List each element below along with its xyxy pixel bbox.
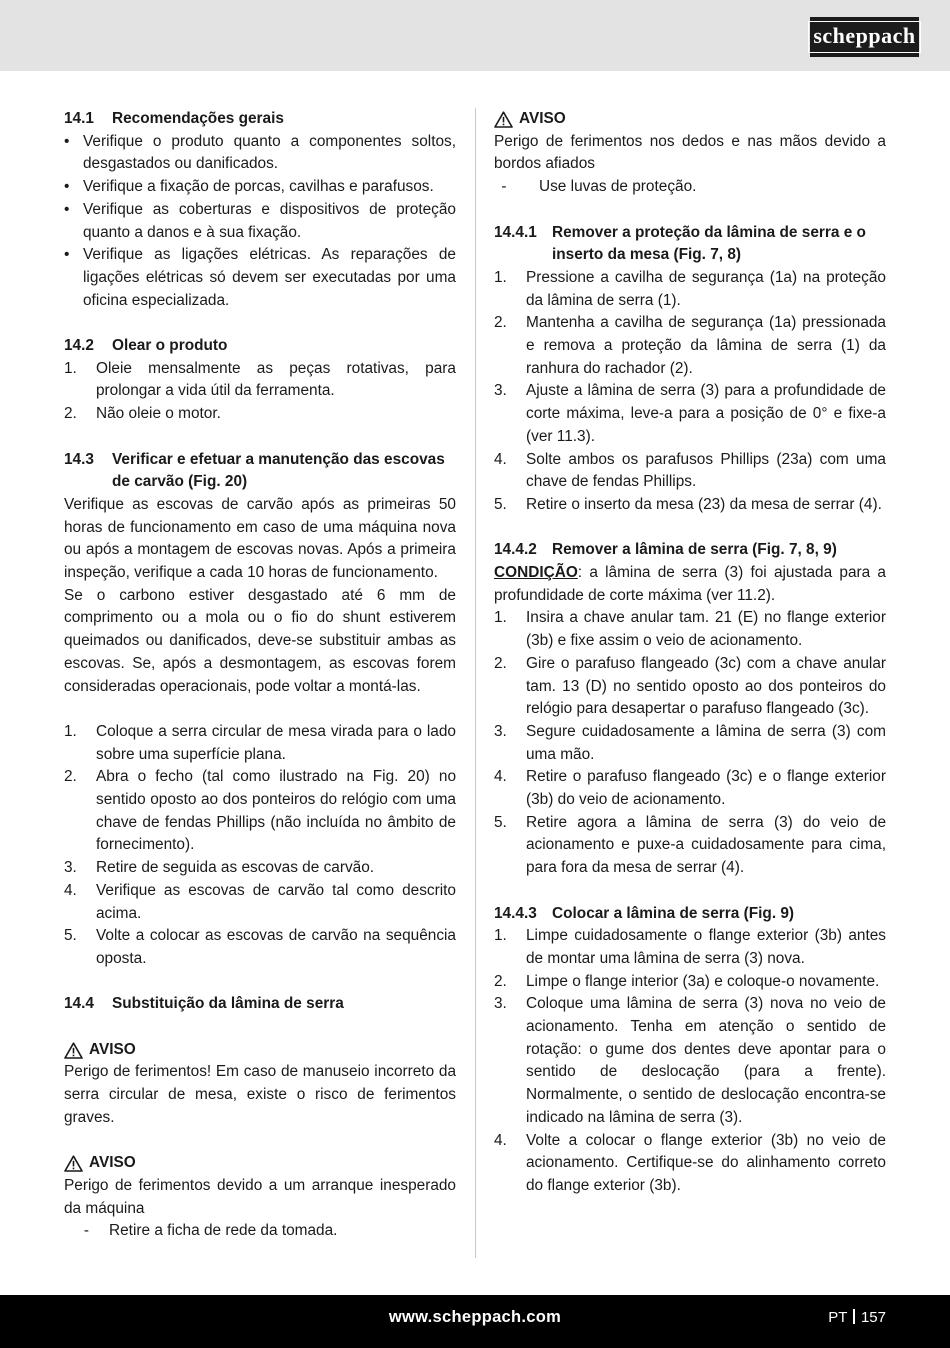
list-item: • Verifique a fixação de porcas, cavilhas e parafusos. bbox=[64, 178, 434, 196]
list-item: 4. Volte a colocar o flange exterior (3b) no veio de acionamento. Certifique-se do alinhamento correto do flange exterior (3b). bbox=[494, 1131, 886, 1194]
list-item: 5. Retire o inserto da mesa (23) da mesa de serrar (4). bbox=[494, 495, 882, 513]
column-divider bbox=[475, 108, 476, 1258]
list-item: 1. Coloque a serra circular de mesa virada para o lado sobre uma superfície plana. bbox=[64, 722, 456, 763]
list-item: 4. Retire o parafuso flangeado (3c) e o flange exterior (3b) do veio de acionamento. bbox=[494, 768, 886, 809]
warning-heading: AVISO bbox=[64, 1039, 456, 1062]
section-heading-14-2: 14.2 Olear o produto bbox=[64, 337, 228, 355]
list-item: 1. Oleie mensalmente as peças rotativas, para prolongar a vida útil da ferramenta. bbox=[64, 359, 456, 400]
list-item: 3. Segure cuidadosamente a lâmina de serra (3) com uma mão. bbox=[494, 722, 886, 763]
list-item: 2. Limpe o flange interior (3a) e coloque-o novamente. bbox=[494, 972, 880, 990]
list-item: 2. Não oleie o motor. bbox=[64, 405, 221, 423]
warning-triangle-icon bbox=[494, 111, 513, 128]
list-item: • Verifique as ligações elétricas. As reparações de ligações elétricas só devem ser executadas por uma oficina especializada. bbox=[64, 246, 456, 309]
warning-triangle-icon bbox=[64, 1042, 83, 1059]
section-heading-14-3: 14.3 Verificar e efetuar a manutenção das escovas de carvão (Fig. 20) bbox=[64, 450, 445, 491]
list-item: 2. Abra o fecho (tal como ilustrado na Fig. 20) no sentido oposto ao dos ponteiros do relógio com uma chave de fendas Phillips (não incluída no âmbito de fornecimento). bbox=[64, 768, 456, 854]
list-item: 1. Pressione a cavilha de segurança (1a) na proteção da lâmina de serra (1). bbox=[494, 268, 886, 309]
page-number: PT 157 bbox=[828, 1309, 886, 1326]
section-heading-14-4-2: 14.4.2 Remover a lâmina de serra (Fig. 7, 8, 9) bbox=[494, 541, 837, 559]
list-item: 2. Mantenha a cavilha de segurança (1a) pressionada e remova a proteção da lâmina de serra (1) da ranhura do rachador (2). bbox=[494, 314, 886, 377]
section-heading-14-1: 14.1 Recomendações gerais bbox=[64, 110, 284, 127]
warning-heading: AVISO bbox=[64, 1152, 456, 1175]
list-item: • Verifique as coberturas e dispositivos de proteção quanto a danos e à sua fixação. bbox=[64, 200, 456, 241]
list-item: • Verifique o produto quanto a componentes soltos, desgastados ou danificados. bbox=[64, 132, 456, 173]
list-item: 1. Limpe cuidadosamente o flange exterior (3b) antes de montar uma lâmina de serra (3) nova. bbox=[494, 927, 886, 967]
list-item: - Use luvas de proteção. bbox=[501, 178, 697, 196]
warning-text: Perigo de ferimentos devido a um arranque inesperado da máquina bbox=[64, 1176, 456, 1217]
website-link[interactable]: www.scheppach.com bbox=[388, 1308, 562, 1326]
list-item: 2. Gire o parafuso flangeado (3c) com a chave anular tam. 13 (D) no sentido oposto ao dos ponteiros do relógio para desapertar o parafuso flangeado (3c). bbox=[494, 654, 886, 718]
scheppach-logo: scheppach bbox=[810, 17, 919, 57]
list-item: 3. Coloque uma lâmina de serra (3) nova no veio de acionamento. Tenha em atenção o sentido de rotação: o gume dos dentes deve apontar para o sentido de deslocação (para a frente). Normalmente, o sentido de deslocação encontra-se indicado na lâmina de serra (3). bbox=[494, 995, 886, 1126]
condition-text: CONDIÇÃO: a lâmina de serra (3) foi ajustada para a profundidade de corte máxima (ver 11.2). bbox=[494, 564, 886, 604]
list-item: 4. Solte ambos os parafusos Phillips (23a) com uma chave de fendas Phillips. bbox=[494, 450, 886, 491]
list-item: 3. Retire de seguida as escovas de carvão. bbox=[64, 859, 375, 877]
page-footer bbox=[0, 1295, 950, 1348]
right-column bbox=[494, 108, 886, 1198]
section-heading-14-4-1: 14.4.1 Remover a proteção da lâmina de serra e o inserto da mesa (Fig. 7, 8) bbox=[494, 223, 866, 264]
warning-text: Perigo de ferimentos nos dedos e nas mãos devido a bordos afiados bbox=[494, 132, 886, 173]
list-item: - Retire a ficha de rede da tomada. bbox=[83, 1222, 338, 1240]
paragraph: Verifique as escovas de carvão após as primeiras 50 horas de funcionamento em caso de uma máquina nova ou após a montagem de escovas novas. Após a primeira inspeção, verifique a cada 10 horas de funcionamento. bbox=[64, 495, 456, 582]
list-item: 4. Verifique as escovas de carvão tal como descrito acima. bbox=[64, 881, 456, 922]
paragraph: Se o carbono estiver desgastado até 6 mm de comprimento ou a mola ou o fio do shunt estiverem queimados ou danificados, deve-se substituir ambas as escovas. Se, após a desmontagem, as escovas forem consideradas operacionais, pode voltar a montá-las. bbox=[64, 586, 456, 695]
section-heading-14-4: 14.4 Substituição da lâmina de serra bbox=[64, 995, 344, 1013]
list-item: 5. Retire agora a lâmina de serra (3) do veio de acionamento e puxe-a cuidadosamente para cima, para fora da mesa de serrar (4). bbox=[494, 813, 886, 877]
list-item: 3. Ajuste a lâmina de serra (3) para a profundidade de corte máxima, leve-a para a posição de 0° e fixe-a (ver 11.3). bbox=[494, 382, 886, 445]
list-item: 1. Insira a chave anular tam. 21 (E) no flange exterior (3b) e fixe assim o veio de acionamento. bbox=[494, 609, 886, 650]
warning-heading: AVISO bbox=[494, 108, 886, 131]
left-column bbox=[64, 108, 456, 1243]
list-item: 5. Volte a colocar as escovas de carvão na sequência oposta. bbox=[64, 927, 456, 967]
section-heading-14-4-3: 14.4.3 Colocar a lâmina de serra (Fig. 9) bbox=[494, 904, 795, 922]
warning-text: Perigo de ferimentos! Em caso de manuseio incorreto da serra circular de mesa, existe o risco de ferimentos graves. bbox=[64, 1063, 456, 1126]
warning-triangle-icon bbox=[64, 1155, 83, 1172]
page-header bbox=[0, 0, 950, 71]
